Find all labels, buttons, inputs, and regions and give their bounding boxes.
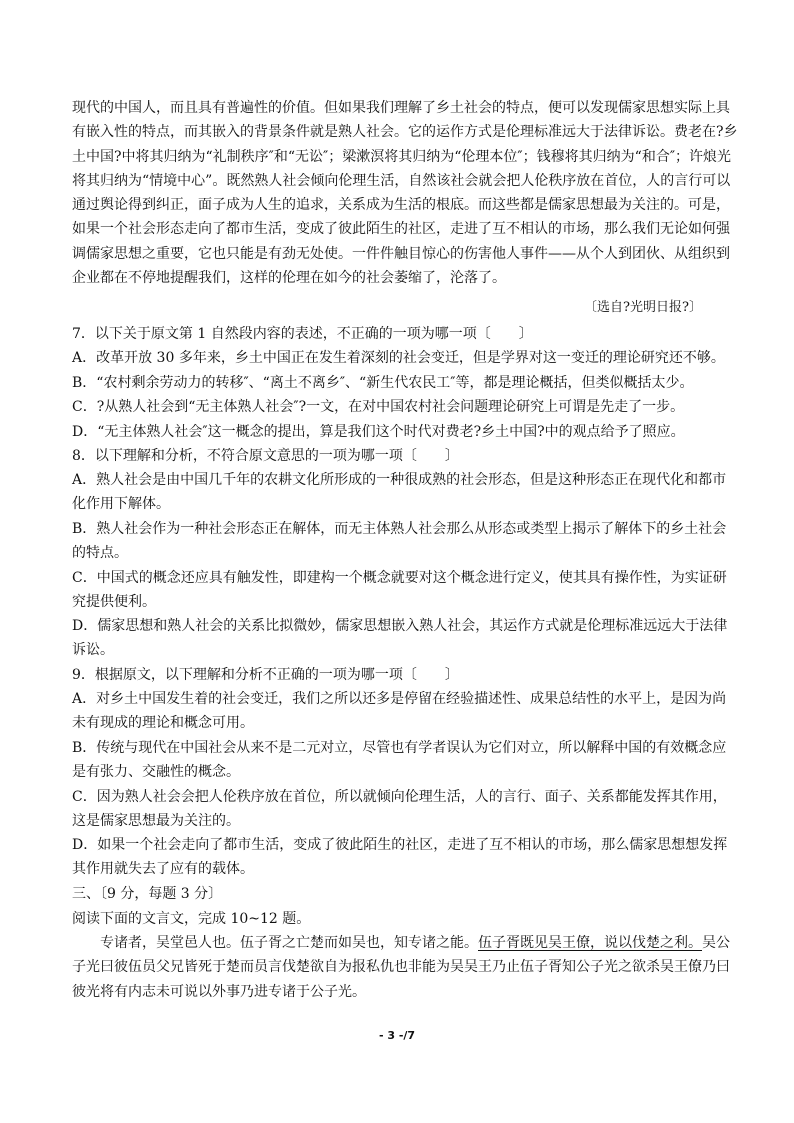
question-7-option-a: A．改革开放 30 多年来，乡土中国正在发生着深刻的社会变迁，但是学界对这一变迁的理论研究还不够。 <box>72 350 725 366</box>
question-7-stem: 7．以下关于原文第 1 自然段内容的表述，不正确的一项为哪一项〔 〕 <box>72 326 533 342</box>
question-7-option-d: D．“无主体熟人社会″这一概念的提出，算是我们这个时代对费老?乡土中国?中的观点给予了照应。 <box>72 424 685 440</box>
question-8-option-c: C．中国式的概念还应具有触发性，即建构一个概念就要对这个概念进行定义，使其具有操作性，为实证研究提供便利。 <box>72 570 727 611</box>
question-9-stem: 9．根据原文，以下理解和分析不正确的一项为哪一项〔 〕 <box>72 667 459 683</box>
classical-text-rest: 吴公子光曰彼伍员父兄皆死于楚而员言伐楚欲自为报私仇也非能为吴吴王乃止伍子胥知公子光之欲杀吴王僚乃曰彼光将有内志未可说以外事乃进专诸于公子光。 <box>72 935 730 1000</box>
question-7-option-b: B．“农村剩余劳动力的转移″、“离土不离乡″、“新生代农民工″等，都是理论概括，但类似概括太少。 <box>72 375 694 391</box>
classical-text-paragraph <box>72 931 738 1004</box>
passage-paragraph: 现代的中国人，而且具有普遍性的价值。但如果我们理解了乡土社会的特点，便可以发现儒家思想实际上具有嵌入性的特点，而其嵌入的背景条件就是熟人社会。它的运作方式是伦理标准远大于法律诉讼。费老在?乡土中国?中将其归纳为“礼制秩序″和“无讼″；梁漱溟将其归纳为“伦理本位″；钱穆将其归纳为“和合″；许烺光将其归纳为“情境中心”。既然熟人社会倾向伦理生活，自然该社会就会把人伦秩序放在首位，人的言行可以通过舆论得到纠正，面子成为人生的追求，关系成为生活的根底。而这些都是儒家思想最为关注的。可是，如果一个社会形态走向了都市生活，变成了彼此陌生的社区，走进了互不相认的市场，那么我们无论如何强调儒家思想之重要，它也只能是有劲无处使。一件件触目惊心的伤害他人事件——从个人到团伙、从组织到企业都在不停地提醒我们，这样的伦理在如今的社会萎缩了，沦落了。 <box>72 100 738 287</box>
classical-text-lead: 专诸者，吴堂邑人也。伍子胥之亡楚而如吴也，知专诸之能。 <box>100 935 478 951</box>
question-9-option-b: B．传统与现代在中国社会从来不是二元对立，尽管也有学者误认为它们对立，所以解释中国的有效概念应是有张力、交融性的概念。 <box>72 740 727 781</box>
section-3-instruction: 阅读下面的文言文，完成 10~12 题。 <box>72 911 311 927</box>
section-3-heading: 三、〔9 分，每题 3 分〕 <box>72 886 223 902</box>
question-7-option-c: C．?从熟人社会到“无主体熟人社会″?一文，在对中国农村社会问题理论研究上可谓是先走了一步。 <box>72 399 685 415</box>
question-8-option-b: B．熟人社会作为一种社会形态正在解体，而无主体熟人社会那么从形态或类型上揭示了解体下的乡土社会的特点。 <box>72 521 727 562</box>
question-8-stem: 8．以下理解和分析，不符合原文意思的一项为哪一项〔 〕 <box>72 448 459 464</box>
underlined-sentence: 伍子胥既见吴王僚，说以伐楚之利。 <box>478 935 702 951</box>
question-9-option-a: A．对乡土中国发生着的社会变迁，我们之所以还多是停留在经验描述性、成果总结性的水平上，是因为尚未有现成的理论和概念可用。 <box>72 691 727 732</box>
question-9-option-d: D．如果一个社会走向了都市生活，变成了彼此陌生的社区，走进了互不相认的市场，那么儒家思想想发挥其作用就失去了应有的载体。 <box>72 837 728 878</box>
page-number: - 3 -/7 <box>378 1029 416 1042</box>
question-8-option-a: A．熟人社会是由中国几千年的农耕文化所形成的一种很成熟的社会形态，但是这种形态正在现代化和都市化作用下解体。 <box>72 472 727 513</box>
question-8-option-d: D．儒家思想和熟人社会的关系比拟微妙，儒家思想嵌入熟人社会，其运作方式就是伦理标准远远大于法律诉讼。 <box>72 618 728 659</box>
passage-source: 〔选自?光明日报?〕 <box>584 300 702 315</box>
question-9-option-c: C．因为熟人社会会把人伦秩序放在首位，所以就倾向伦理生活，人的言行、面子、关系都能发挥其作用，这是儒家思想最为关注的。 <box>72 789 727 830</box>
